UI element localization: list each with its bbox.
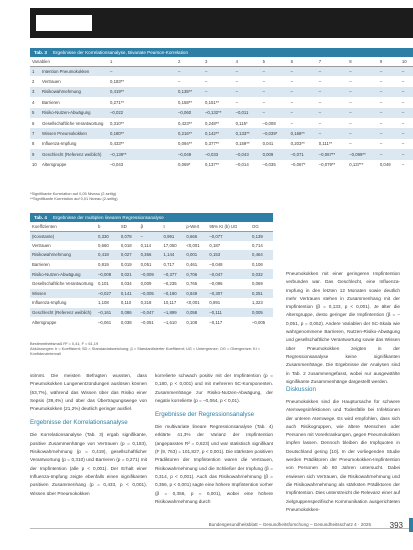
table4-cell: 0,058: [184, 308, 207, 318]
table3-cell: 0,151**: [205, 99, 220, 105]
table3-cell: 0,419**: [108, 87, 176, 97]
table3-cell: Geschlecht (Referenz weiblich): [40, 149, 108, 159]
table4-cell: Risiko-Nutzen-Abwägung: [30, 269, 96, 279]
table4-cell: –0,377: [161, 269, 184, 279]
table3-cell: Gesellschaftliche Verantwortung: [42, 120, 104, 126]
table4-cell: <0,001: [186, 300, 200, 306]
table4-cell: 0,991: [161, 231, 184, 241]
table4-cell: Vertrauen: [32, 242, 51, 248]
table4-row: [30, 241, 273, 251]
table3-cell: 8: [32, 141, 35, 147]
table4-cell: 0,018: [120, 242, 132, 248]
table4-cell: 0,038: [120, 319, 132, 325]
table4-cell: 0,187: [209, 242, 221, 248]
table3-cell: –: [400, 149, 413, 159]
table4-cell: –0,096: [209, 281, 223, 287]
table4-cell: –0,027: [96, 289, 119, 299]
table3-cell: 0,216**: [176, 128, 203, 138]
table4-cell: Barrieren: [32, 262, 50, 268]
table3-cell: –: [379, 141, 383, 147]
table3-cell: –: [379, 99, 383, 105]
table4-cell: 17,050: [163, 242, 177, 248]
table3-cell: –: [378, 149, 400, 159]
table3-header-cell: 7: [317, 58, 348, 66]
table3-cell: –: [261, 66, 289, 76]
table4-cell: 0,765: [186, 281, 198, 287]
body-column-1: [30, 372, 147, 498]
table3-cell: –: [349, 120, 352, 126]
table3-row: [30, 139, 413, 149]
table3-header-cell: 8: [347, 58, 378, 66]
table4-header-cell: OG: [250, 223, 273, 231]
table3-cell: –: [349, 99, 352, 105]
table3-cell: –: [401, 141, 405, 147]
table3-cell: –: [401, 79, 405, 85]
table3-cell: 0,069*: [178, 162, 191, 168]
table3-cell: –: [261, 87, 289, 97]
table4-row: [30, 231, 273, 241]
table4-cell: 0,891: [209, 300, 221, 306]
table3-cell: –: [235, 79, 238, 85]
table4-cell: –0,190: [161, 289, 184, 299]
table3-cell: –: [347, 87, 378, 97]
page-number: 393: [389, 521, 403, 530]
table4-cell: 0,666: [184, 231, 207, 241]
table4-cell: –0,077: [207, 231, 250, 241]
table4-cell: 0,849: [184, 289, 207, 299]
table3-cell: 0,183**: [110, 79, 125, 85]
section-heading: Ergebnisse der Korrelationsanalyse: [30, 419, 128, 427]
table4-cell: 0,714: [252, 242, 263, 248]
table4-notes: [30, 341, 273, 357]
table3-cell: 0,137**: [205, 162, 220, 168]
table3-cell: 0,111**: [318, 141, 333, 147]
table3-cell: –0,011: [234, 108, 261, 118]
body-paragraph: korrelierte schwach positiv mit der Impfintention (p = 0,180, p < 0,001) und mit mehreren 5C-Komponenten. Zusammenhänge zur Risiko-Nutzen-Abwägung, der negativ korrelierte (p = –0,064, p < 0,01).: [155, 373, 273, 403]
table3-cell: –: [203, 87, 234, 97]
body-paragraph: Die multivariate lineare Regressionsanalyse (Tab. 4) erklärte 41,3% der Varianz der Impfintention (angepasstes R² = 0,623) und war statistisch signifikant (F (9, 763) = 101,827, p < 0,001). Die stärksten positiven Prädiktoren der Impfintention waren die Vertrauen, Risikowahrnehmung und die Schließer der Impfung (β = 0,314, p < 0,001). Auch das Risikowahrnehmung (β = 0,356, p < 0,001) sagte eine höhere Impfintention vorher (β = 0,356, p = 0,001), wobei eine höhere Risikowahrnehmung durch: [155, 424, 273, 504]
table3-cell: –: [205, 79, 208, 85]
table3-note: **Signifikante Korrelation auf 0,01 Niveau (2-seitig): [30, 196, 118, 202]
table3-cell: –0,079**: [318, 162, 336, 168]
table4-cell: –0,051: [140, 319, 154, 325]
table3-cell: 0,433**: [110, 141, 125, 147]
table4-cell: 0,051: [140, 262, 152, 268]
table3-cell: –: [400, 66, 413, 76]
table4-title-text: Ergebnisse der multiplen linearen Regressionsanalyse: [52, 215, 164, 220]
table3-cell: Wissen Pneumokokken: [40, 128, 108, 138]
table3-cell: Influenza-Impfung: [42, 141, 77, 147]
table3-note: *Signifikante Korrelation auf 0,05 Niveau (2-seitig): [30, 191, 117, 196]
table3-cell: Risikowahrnehmung: [40, 87, 108, 97]
table4-cell: –0,009: [139, 269, 162, 279]
table4-cell: 0,141: [119, 289, 139, 299]
table3-cell: Intention Pneumokokken: [40, 66, 108, 76]
body-column-2: [155, 372, 273, 506]
table3-cell: 10: [32, 162, 37, 168]
table4-cell: –0,061: [98, 319, 112, 325]
table3-cell: –: [317, 66, 348, 76]
table4-cell: 0,009: [140, 281, 152, 287]
table3-header-cell: Variablen: [30, 58, 108, 66]
table4-row: [30, 260, 273, 270]
table3-cell: 0,180**: [108, 128, 176, 138]
table3-cell: –: [290, 79, 294, 85]
table4-cell: 0,110: [120, 300, 132, 306]
table4-cell: Gesellschaftliche Verantwortung: [32, 281, 94, 287]
table4-row: [30, 298, 273, 308]
section-heading: Ergebnisse der Regressionsanalyse: [155, 411, 255, 419]
table3-cell: Barrieren: [42, 99, 60, 105]
table3-cell: 5: [30, 108, 40, 118]
table3-cell: 0,115*: [235, 120, 248, 126]
table3-row: [30, 76, 413, 86]
table4-cell: –0,307: [207, 289, 250, 299]
table3-cell: –: [400, 128, 413, 138]
table3-title-text: Ergebnisse der Korrelationsanalyse, Bivariate Pearson-Korrelation: [52, 50, 189, 55]
table3-cell: –: [317, 87, 348, 97]
table4-cell: 0,032: [250, 269, 273, 279]
table4-cell: –0,048: [209, 262, 223, 268]
table4-header-cell: SD: [119, 223, 139, 231]
page-marker: [409, 518, 413, 532]
table3-cell: –0,067*: [290, 162, 306, 168]
table4-cell: 0,101: [98, 281, 109, 287]
table4-cell: Geschlecht (Referenz weiblich): [30, 308, 96, 318]
table4-header-row: [30, 223, 273, 231]
table3-cell: 3: [30, 87, 40, 97]
table4-cell: 0,019: [120, 262, 132, 268]
table3-cell: –0,043: [234, 149, 261, 159]
table3-cell: –: [261, 108, 289, 118]
table4-cell: 0,251: [250, 289, 273, 299]
table3-cell: Risiko-Nutzen-Abwägung: [40, 108, 108, 118]
table3-row: [30, 97, 413, 107]
table4-row: [30, 250, 273, 260]
footer-divider: [30, 528, 413, 529]
header-label-box: [36, 15, 92, 31]
table3-cell: –: [379, 120, 383, 126]
table3-cell: –: [318, 99, 322, 105]
table3-cell: 0,248**: [205, 120, 220, 126]
table3-row: [30, 87, 413, 97]
table3-cell: –: [400, 108, 413, 118]
table3-cell: –: [317, 108, 348, 118]
journal-footer: Bundesgesundheitsblatt – Gesundheitsforschung – Gesundheitsschutz 4 · 2025: [208, 522, 371, 527]
table4-cell: 0,027: [119, 250, 139, 260]
table4-cell: 1,144: [161, 250, 184, 260]
table3-cell: –: [401, 99, 405, 105]
table4-cell: Risikowahrnehmung: [30, 250, 96, 260]
table4-cell: 0,153: [207, 250, 250, 260]
table3-header-cell: 9: [378, 58, 400, 66]
table3-cell: –: [379, 79, 383, 85]
table4-cell: 1,323: [252, 300, 263, 306]
table3-cell: 1: [30, 66, 40, 76]
table4-cell: 0,318: [140, 300, 152, 306]
section-heading: Diskussion: [286, 386, 316, 393]
table3-header-cell: 3: [203, 58, 234, 66]
table3-cell: 2: [32, 79, 35, 85]
table4-header-cell: b: [96, 223, 119, 231]
table3-cell: –: [401, 162, 405, 168]
table3-header-cell: 5: [261, 58, 289, 66]
table4-cell: –0,235: [163, 281, 177, 287]
table3-cell: –0,071: [289, 149, 317, 159]
correlation-table: [30, 58, 413, 170]
table3-cell: –: [289, 108, 317, 118]
table3-cell: 0,158**: [178, 99, 193, 105]
table3-cell: 0,310**: [110, 120, 125, 126]
table3-header-cell: 10: [400, 58, 413, 66]
table3-cell: –0,033: [203, 149, 234, 159]
table4-cell: 0,418: [96, 250, 119, 260]
table4-cell: –0,117: [209, 319, 223, 325]
table3-cell: –: [262, 99, 265, 105]
table3-cell: –: [349, 79, 352, 85]
table3-cell: –0,067**: [317, 149, 348, 159]
table3-cell: –: [234, 66, 261, 76]
table3-row: [30, 128, 413, 138]
table4-cell: Wissen: [30, 289, 96, 299]
table4-cell: (Konstante): [30, 231, 96, 241]
table3-row: [30, 108, 413, 118]
table3-cell: –: [317, 128, 348, 138]
table3-header-cell: 1: [108, 58, 176, 66]
table4-cell: 0,717: [163, 262, 175, 268]
table4-cell: –: [139, 231, 162, 241]
table4-cell: 0,366: [139, 250, 162, 260]
table3-cell: –0,043: [110, 162, 124, 168]
table4-cell: –0,047: [139, 308, 162, 318]
table3-cell: –: [290, 120, 294, 126]
table3-cell: 0,159**: [235, 141, 250, 147]
table4-cell: 0,461: [186, 262, 198, 268]
table4-cell: 0,108: [186, 319, 198, 325]
table4-header-cell: β: [139, 223, 162, 231]
table4-cell: 0,078: [119, 231, 139, 241]
table3-cell: –0,139**: [108, 149, 176, 159]
table3-cell: –: [318, 120, 322, 126]
table3-cell: –: [378, 128, 400, 138]
table4-cell: 1,108: [98, 300, 109, 306]
table3-cell: 6: [32, 120, 35, 126]
table4-note: Bestimmtheitsmaß R² = 0,41; F = 61,19: [30, 341, 99, 346]
table3-cell: –0,099**: [347, 149, 378, 159]
table4-row: [30, 308, 273, 318]
table3-cell: –: [378, 66, 400, 76]
table3-cell: –: [108, 66, 176, 76]
table3-cell: –: [178, 79, 181, 85]
table3-cell: –0,039*: [261, 128, 289, 138]
table3-cell: 0,135**: [176, 87, 203, 97]
body-column-3: [286, 382, 400, 514]
table4-cell: 0,330: [96, 231, 119, 241]
table3-cell: –: [378, 108, 400, 118]
table3-row: [30, 66, 413, 76]
table4-cell: 0,106: [252, 262, 263, 268]
table3-header-cell: 2: [176, 58, 203, 66]
table3-cell: –: [262, 79, 265, 85]
table4-cell: –0,047: [207, 269, 250, 279]
table4-cell: 0,005: [250, 308, 273, 318]
table3-row: [30, 118, 413, 128]
table4-cell: 0,034: [120, 281, 132, 287]
table3-cell: –: [235, 99, 238, 105]
table3-cell: 0,137**: [349, 162, 364, 168]
table3-cell: –: [349, 141, 352, 147]
table4-header-cell: 95% KI (b) UG: [207, 223, 250, 231]
table4-cell: –1,899: [161, 308, 184, 318]
table3-cell: 0,271**: [110, 99, 125, 105]
table3-cell: –: [347, 66, 378, 76]
table4-cell: 0,706: [184, 269, 207, 279]
table3-cell: 7: [30, 128, 40, 138]
table3-notes: [30, 191, 118, 201]
table4-note: Abkürzungen: b = Koeffizient; SD = Standardabweichung; β = Standardisierter Koeffizient; UG = Untergrenze; OG = Obergrenze; KI = Konfidenzintervall: [30, 346, 261, 357]
table4-cell: 10,117: [163, 300, 177, 306]
table3-cell: –0,008: [262, 120, 276, 126]
table3-cell: –: [290, 99, 294, 105]
table3-cell: –: [347, 128, 378, 138]
table4-header-cell: t: [161, 223, 184, 231]
right-column-text: [286, 270, 400, 386]
table3-cell: 0,009: [261, 149, 289, 159]
table3-cell: 0,049: [379, 162, 391, 168]
table3-cell: –: [347, 108, 378, 118]
table4-cell: –0,161: [96, 308, 119, 318]
table3-cell: –0,049: [176, 149, 203, 159]
table4-title: [30, 213, 273, 222]
table3-cell: –0,014: [235, 162, 249, 168]
table3-cell: –: [400, 87, 413, 97]
table3-cell: 0,142**: [203, 128, 234, 138]
table3-cell: –: [318, 79, 322, 85]
table3-cell: –: [289, 66, 317, 76]
table4-cell: <0,001: [186, 242, 200, 248]
table3-cell: –: [289, 87, 317, 97]
table3-cell: –: [234, 87, 261, 97]
table3-title: [30, 48, 413, 57]
table4-cell: 0,021: [119, 269, 139, 279]
table3-header-cell: 4: [234, 58, 261, 66]
table3-header-cell: 6: [289, 58, 317, 66]
table4-cell: –0,008: [96, 269, 119, 279]
table3-cell: 0,377**: [205, 141, 220, 147]
table3-cell: 0,168**: [289, 128, 317, 138]
table4-row: [30, 289, 273, 299]
table4-cell: 0,660: [98, 242, 109, 248]
table3-row: [30, 149, 413, 159]
regression-table: [30, 223, 273, 327]
table4-cell: Altersgruppe: [32, 319, 57, 325]
table3-cell: 0,423**: [178, 120, 193, 126]
table3-cell: –0,132**: [203, 108, 234, 118]
table4-cell: 0,819: [98, 262, 109, 268]
table3-cell: Altersgruppe: [42, 162, 67, 168]
table4-header-cell: p-Wert: [184, 223, 207, 231]
table4-cell: 0,001: [184, 250, 207, 260]
table4-cell: 0,114: [140, 242, 152, 248]
body-paragraph: Pneumokokken sind die Hauptursache für schwere Atemwegsinfektionen und Todesfälle bei Infektionen der unteren Atemwege. Es wird empfohlen, dass sich auch Risikogruppen, wie ältere Menschen oder Personen mit Vorerkrankungen, gegen Pneumokokken impfen lassen. Dennoch bleiben die Impfquoten in Deutschland gering [10]. In der vorliegenden Studie werden Prädiktoren der Pneumokokken-Impfintention von Personen ab 60 Jahren untersucht. Dabei erwiesen sich Vertrauen, die Risikowahrnehmung und die Risikowahrnehmung als stärksten Prädiktoren der Impfintention. Dies unterstreicht die Relevanz einer auf zielgruppenspezifische Kommunikation ausgerichteten Pneumokokken-: [286, 399, 400, 512]
table3-number: Tab. 3: [34, 50, 47, 55]
table4-row: [30, 279, 273, 289]
body-paragraph: Pneumokokken mit einer geringeren Impfintention verbunden war. Das Geschlecht, eine Influenza-Impfung in den letzten 12 Monaten sowie deutlich mehr Vertrauen stehen in Zusammenhang mit der Impfintention (β = 0,133, p < 0,001). Je älter die Altersgruppe, desto geringer die Impfintention (β = –0,051, p = 0,052). Andere Variablen der 5C-Skala wie wahrgenommene Barrieren, Nutzen-Risiko-Abwägung und gesellschaftliche Verantwortung sowie das Wissen über Pneumokokken zeigten in der Regressionsanalyse keine signifikanten Zusammenhänge. Die Ergebnisse der Analysen sind in Tab. 2 zusammengefasst, wobei nur ausgewählte signifikante Zusammenhänge dargestellt werden.: [286, 271, 400, 384]
table3-cell: –: [378, 87, 400, 97]
table3-cell: –0,022: [108, 108, 176, 118]
table3-cell: 0,094**: [178, 141, 193, 147]
table4-header-cell: Koeffizienten: [30, 223, 96, 231]
table4-cell: 0,069: [252, 281, 263, 287]
body-paragraph: Die Korrelationsanalyse (Tab. 3) ergab signifikante, positive Zusammenhänge von Vertrauen (p = 0,183), Risikowahrnehmung (p = 0,419), gesellschaftlicher Verantwortung (p = 0,310) und Barrieren (p = 0,271) mit der Impfintention (alle p < 0,001). Der Erhalt einer Influenza-Impfung zeigte ebenfalls einen signifikanten positiven Zusammenhang (p = 0,433, p < 0,001). Wissen über Pneumokokken: [30, 432, 147, 496]
table4-cell: –0,005: [139, 289, 162, 299]
table4-row: [30, 269, 273, 279]
table4-number: Tab. 4: [34, 215, 47, 220]
table3-cell: –: [176, 66, 203, 76]
table3-cell: –: [203, 66, 234, 76]
table4-cell: 0,086: [119, 308, 139, 318]
table3-cell: –0,035: [262, 162, 276, 168]
body-paragraph: stimmt. Die meisten Befragten wussten, dass Pneumokokken Lungenentzündungen auslösen können (63,7%), während das Wissen über das Risiko einer Sepsis (39,4%) und über das Übertragungswege von Pneumokokken (21,2%) deutlich geringer ausfiel.: [30, 373, 147, 412]
table3-cell: 0,133**: [234, 128, 261, 138]
table4-cell: –0,111: [207, 308, 250, 318]
table4-row: [30, 317, 273, 327]
table3-cell: –0,060: [176, 108, 203, 118]
table3-cell: Vertrauen: [42, 79, 61, 85]
page-header-bar: [30, 8, 413, 38]
table3-row: [30, 160, 413, 170]
table3-cell: 9: [30, 149, 40, 159]
table3-cell: 4: [32, 99, 35, 105]
table3-cell: –: [401, 120, 405, 126]
table3-header-row: [30, 58, 413, 66]
table4-cell: Influenza-Impfung: [32, 300, 67, 306]
table3-cell: 0,041: [262, 141, 274, 147]
table4-cell: –1,610: [163, 319, 177, 325]
table4-cell: –0,005: [252, 319, 266, 325]
table4-cell: 0,464: [250, 250, 273, 260]
table3-cell: 0,203**: [290, 141, 305, 147]
table4-cell: 0,139: [250, 231, 273, 241]
